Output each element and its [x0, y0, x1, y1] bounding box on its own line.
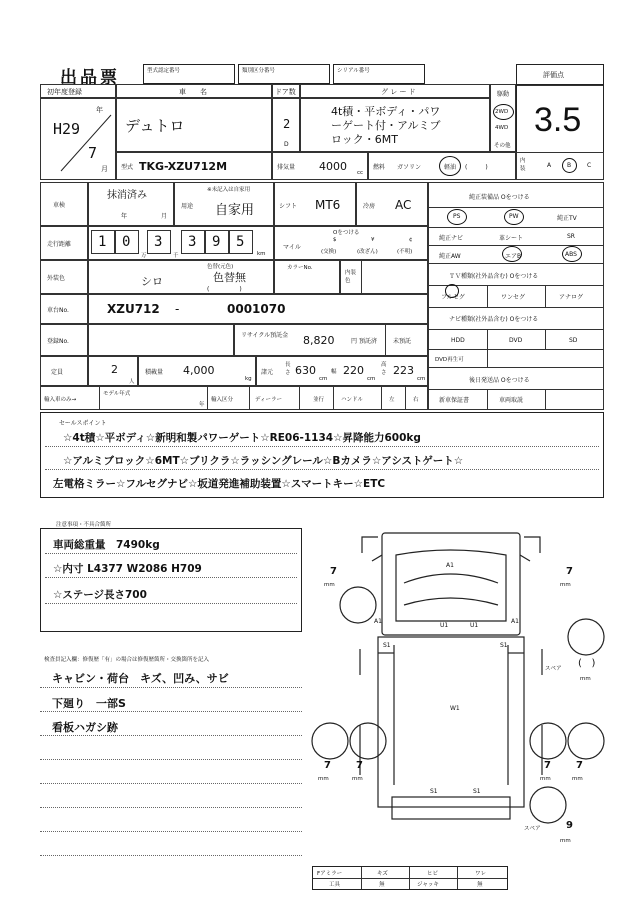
recycle-cell: リサイクル預託金 8,820 円 預託済 未預託 — [234, 324, 428, 356]
length-value: 630 — [295, 364, 316, 377]
spare-tire — [530, 787, 566, 823]
mileage-digit: 5 — [236, 234, 245, 250]
recycle-value: 8,820 — [303, 334, 335, 347]
month-unit: 月 — [101, 165, 108, 173]
notes-line3: ☆ステージ長さ700 — [53, 589, 147, 601]
inspection-label: 車検 — [40, 182, 88, 226]
mileage-options: Oをつける マイル $ (交換) ¥ (改ざん) ¢ (不明) — [274, 226, 428, 260]
seats-value: 2 — [111, 363, 118, 376]
model-cert-label: 型式認定番号 — [147, 68, 181, 74]
model-type-cell: 型式 TKG-XZU712M — [116, 152, 272, 180]
score-value: 3.5 — [534, 101, 582, 139]
inspection-value: 抹消済み — [107, 190, 147, 201]
chassis-number: 0001070 — [227, 302, 286, 316]
registration-label: 登録No. — [40, 324, 88, 356]
exterior-color: シロ — [141, 275, 163, 288]
tire-depth-rear-l2: 7 — [356, 760, 363, 771]
displacement-cell: 排気量 4000 cc — [272, 152, 368, 180]
displacement-value: 4000 — [319, 160, 347, 173]
mileage-digit: 0 — [122, 234, 131, 250]
equip-tv: 純正TV — [557, 215, 577, 222]
model-cert-field — [143, 64, 235, 84]
height-value: 223 — [393, 364, 414, 377]
mileage-digit: 3 — [154, 234, 163, 250]
tire-front-right — [568, 619, 604, 655]
notes-line1: 車両総重量 7490kg — [53, 539, 160, 551]
mark-u1-right: U1 — [470, 622, 479, 629]
legend-table: Fアミラー キズ ヒビ ワレ 工具 無 ジャッキ 無 — [312, 866, 508, 890]
ac-cell: 冷房 AC — [356, 182, 428, 226]
mark-w1: W1 — [450, 705, 460, 712]
ac-value: AC — [395, 198, 412, 212]
tire-rear-left-2 — [350, 723, 386, 759]
seats-label: 定員 — [40, 356, 88, 386]
spare-bracket: ( ) — [578, 658, 596, 669]
mileage-label: 走行距離 — [40, 226, 88, 260]
grade-line3: ロック・6MT — [331, 133, 398, 146]
notes-line2: ☆内寸 L4377 W2086 H709 — [53, 563, 202, 575]
sales-line1: ☆4t積☆平ボディ☆新明和製パワーゲート☆RE06-1134☆昇降能力600kg — [63, 432, 421, 444]
inspector-line2: 下廻り 一部S — [52, 697, 126, 710]
tire-depth-rear-r2: 7 — [576, 760, 583, 771]
doors-cell — [272, 98, 300, 152]
registration-cell — [88, 324, 234, 356]
first-reg-header: 初年度登録 — [40, 84, 116, 98]
drive-2wd: 2WD — [495, 109, 509, 115]
door-code: D — [284, 141, 289, 148]
grade-header: グ レ ー ド — [300, 84, 490, 98]
first-reg-cell — [40, 98, 116, 180]
inspector-label: 検査員記入欄：修復歴「有」の場合は修復歴箇所・交換箇所を記入 — [44, 657, 210, 663]
tire-depth-rear-l1: 7 — [324, 760, 331, 771]
fuel-diesel: 軽油 — [444, 164, 457, 171]
interior-grade-cell: 内装 A B C — [516, 152, 604, 180]
use-cell: ※未記入は自家用 用途 自家用 — [174, 182, 274, 226]
mark-s1-left: S1 — [383, 642, 391, 649]
mark-s1-right: S1 — [500, 642, 508, 649]
sales-line3: 左電格ミラー☆フルセグナビ☆坂道発進補助装置☆スマートキー☆ETC — [53, 478, 386, 490]
mileage-digit: 3 — [188, 234, 197, 250]
tire-rear-left-1 — [312, 723, 348, 759]
score-label: 評価点 — [543, 71, 564, 79]
exterior-label: 外装色 — [40, 260, 88, 294]
tv-fullseg: フルセグ — [441, 294, 465, 301]
car-name-header: 車 名 — [116, 84, 272, 98]
tire-rear-right-1 — [530, 723, 566, 759]
color-code-cell: カラーNo. — [274, 260, 340, 294]
drive-4wd: 4WD — [495, 125, 509, 131]
car-name-cell — [116, 98, 272, 152]
equip-abs: ABS — [565, 251, 577, 258]
fuel-diesel-circle — [439, 156, 461, 176]
year-unit: 年 — [96, 106, 103, 114]
mark-a1-left: A1 — [374, 618, 382, 625]
tire-depth-rear-r1: 7 — [544, 760, 551, 771]
class-no-label: 類別区分番号 — [242, 68, 276, 74]
chassis-prefix: XZU712 — [107, 302, 160, 316]
shift-value: MT6 — [315, 198, 341, 212]
grade-line1: 4t積・平ボディ・パワ — [331, 105, 441, 118]
equip-ps: PS — [453, 213, 461, 220]
equip-airbag: エアB — [505, 253, 522, 260]
inspection-value-cell: 抹消済み 年 月 — [88, 182, 174, 226]
sales-line2: ☆アルミブロック☆6MT☆ブリクラ☆ラッシングレール☆Bカメラ☆アシストゲート☆ — [63, 455, 464, 467]
fuel-gasoline: ガソリン — [397, 164, 422, 171]
equipment-panel: 純正装備品 Oをつける PS PW 純正TV 純正ナビ 革シート SR 純正AW エアB ABS ＴＶ種類(社外品含む) Oをつける フルセグ ワンセグ アナログ ナビ種類(社外品含む) Oをつける HDD DVD SD DVD再生可 後日発送品 Oをつける 新車保証書 車両取説 — [428, 182, 604, 410]
notes-box — [40, 528, 302, 632]
exterior-value-cell: 色替(元色) シロ 色替無 ( ) — [88, 260, 274, 294]
mark-s1-bottom-right: S1 — [473, 788, 481, 795]
load-value: 4,000 — [183, 364, 215, 377]
inspector-line3: 看板ハガシ跡 — [52, 721, 118, 734]
mark-u1-left: U1 — [440, 622, 449, 629]
notes-label: 注意事項・不具合箇所 — [56, 522, 112, 528]
car-name-value: デュトロ — [125, 117, 185, 135]
mileage-digits: 1 0 万 3 千 3 9 5 km — [88, 226, 274, 260]
seats-cell: 2 人 — [88, 356, 138, 386]
exterior-color-change: 色替無 — [213, 271, 246, 284]
load-cell: 積載量 4,000 kg — [138, 356, 256, 386]
spec-cell: 諸元 長さ 630 cm 幅 220 cm 高さ 223 cm — [256, 356, 428, 386]
use-value: 自家用 — [215, 203, 255, 218]
chassis-label: 車台No. — [40, 294, 88, 324]
mark-s1-bottom-left: S1 — [430, 788, 438, 795]
class-no-field — [238, 64, 330, 84]
spare-label-2: スペア — [524, 826, 541, 832]
fuel-cell: 燃料 ガソリン 軽油 ( ) — [368, 152, 516, 180]
equip-pw: PW — [509, 213, 519, 220]
drive-cell: 駆動 2WD 4WD その他 — [490, 84, 516, 152]
doors-header: ドア数 — [272, 84, 300, 98]
grade-cell — [300, 98, 490, 152]
era-year: H29 — [53, 120, 81, 138]
interior-color-cell: 内装色 — [340, 260, 428, 294]
chassis-value-cell: XZU712 - 0001070 — [88, 294, 428, 324]
shift-cell: シフト MT6 — [274, 182, 356, 226]
serial-field — [333, 64, 425, 84]
tire-depth-front-right: 7 — [566, 566, 573, 577]
drive-2wd-circle — [493, 104, 514, 120]
tire-rear-right-2 — [568, 723, 604, 759]
serial-label: シリアル番号 — [337, 68, 370, 74]
sales-points: セールスポイント ☆4t積☆平ボディ☆新明和製パワーゲート☆RE06-1134☆昇降能力600kg ☆アルミブロック☆6MT☆ブリクラ☆ラッシングレール☆Bカメラ☆アシストゲート☆ 左電格ミラー☆フルセグナビ☆坂道発進補助装置☆スマートキー☆ETC — [40, 412, 604, 498]
import-row: 輸入車のみ→ モデル年式 年 輸入区分 ディーラー 並行 ハンドル 左 右 — [40, 386, 428, 410]
mark-a1-right: A1 — [511, 618, 519, 625]
width-value: 220 — [343, 364, 364, 377]
interior-b-circle — [562, 158, 577, 173]
drive-other: その他 — [494, 143, 511, 149]
mileage-digit: 1 — [98, 234, 107, 250]
tire-depth-front-left: 7 — [330, 566, 337, 577]
tire-front-left — [340, 587, 376, 623]
doors-value: 2 — [283, 117, 291, 131]
spare-label-1: スペア — [545, 666, 562, 672]
inspector-line1: キャビン・荷台 キズ、凹み、サビ — [52, 672, 229, 685]
tire-depth-spare: 9 — [566, 820, 573, 831]
grade-line2: ーゲート付・アルミブ — [331, 119, 441, 132]
form-title: 出品票 — [60, 68, 120, 88]
mileage-digit: 9 — [212, 234, 221, 250]
model-type-value: TKG-XZU712M — [139, 160, 228, 173]
mark-a1-top: A1 — [446, 562, 454, 569]
inspector-lines — [40, 665, 302, 875]
reg-month: 7 — [88, 144, 98, 162]
